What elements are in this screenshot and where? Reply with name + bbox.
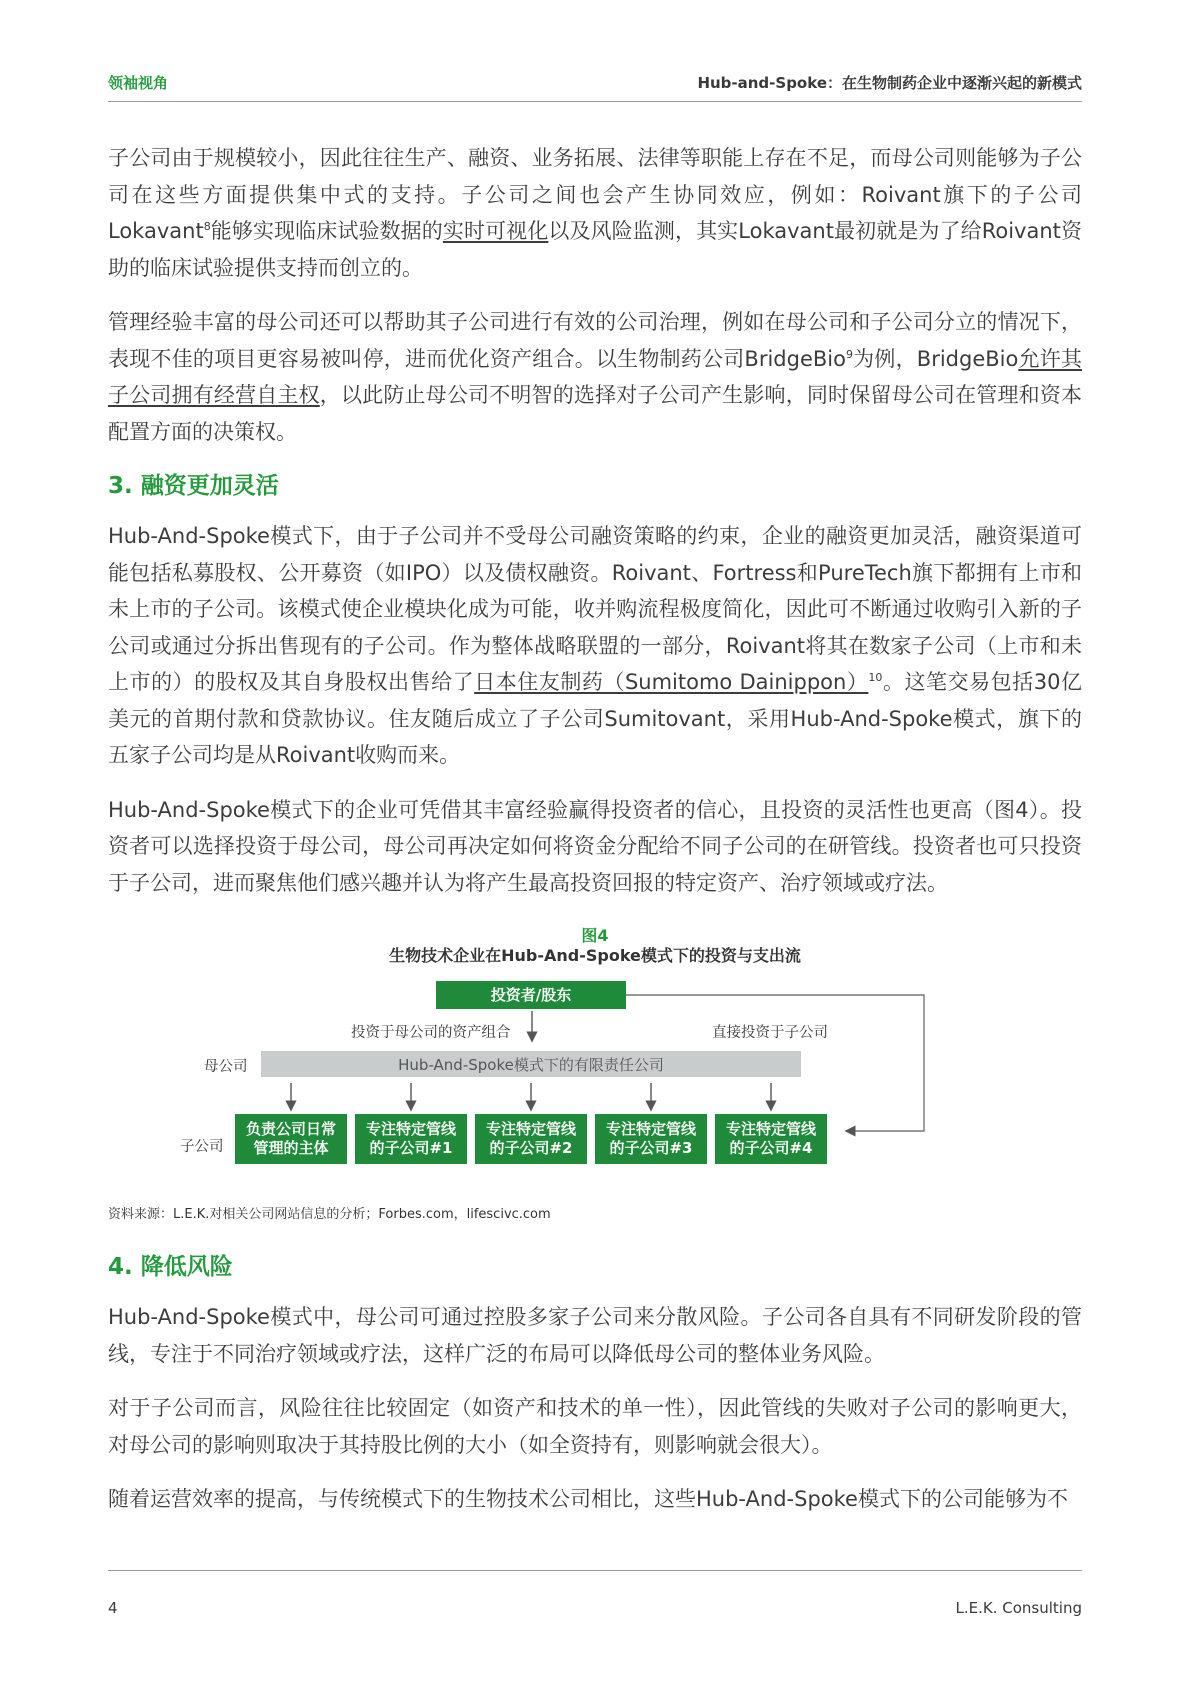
figure-title: 生物技术企业在Hub-And-Spoke模式下的投资与支出流 xyxy=(389,946,801,965)
footnote-9[interactable]: 9 xyxy=(845,347,853,361)
section-heading-3: 3. 融资更加灵活 xyxy=(108,473,279,499)
sub2-line2: 的子公司#2 xyxy=(489,1139,573,1157)
figure-source: 资料来源：L.E.K.对相关公司网站信息的分析；Forbes.com，lifescivc.com xyxy=(108,1207,551,1222)
sub3-line1: 专注特定管线 xyxy=(605,1120,696,1138)
p3-text-a: Hub-And-Spoke模式下，由于子公司并不受母公司融资策略的约束，企业的融资更加灵活，融资渠道可能包括私募股权、公开募资（如IPO）以及债权融资。Roivant、Fortress和PureTech旗下都拥有上市和未上市的子公司。该模式使企业模块化成为可能，收并购流程极度简化，因此可不断通过收购引入新的子公司或通过分拆出售现有的子公司。作为整体战略联盟的一部分，Roivant将其在数家子公司（上市和未上市的）的股权及其自身股权出售给了 xyxy=(108,524,1082,694)
sub0-line2: 管理的主体 xyxy=(253,1139,329,1157)
figure-4 xyxy=(108,923,1082,1243)
sub1-line2: 的子公司#1 xyxy=(369,1139,453,1157)
p1-text-c: 以及风险监测，其实Lokavant最初就是为了给Roivant资助的临床试验提供支持而创立的。 xyxy=(108,219,1082,280)
paragraph-3 xyxy=(108,518,1082,774)
p2-text-b: 为例，BridgeBio xyxy=(852,346,1019,371)
sub3-line2: 的子公司#3 xyxy=(609,1139,693,1157)
sub0-line1: 负责公司日常 xyxy=(245,1120,336,1138)
p2-text-a: 管理经验丰富的母公司还可以帮助其子公司进行有效的公司治理，例如在母公司和子公司分立的情况下，表现不佳的项目更容易被叫停，进而优化资产组合。以生物制药公司BridgeBio xyxy=(108,310,1082,371)
invest-parent-label: 投资于母公司的资产组合 xyxy=(351,1025,511,1041)
main-content xyxy=(108,140,1082,1536)
parent-company-box: Hub-And-Spoke模式下的有限责任公司 xyxy=(261,1051,801,1077)
footer-divider xyxy=(108,1570,1082,1571)
header-section-label: 领袖视角 xyxy=(108,74,169,92)
footer-brand: L.E.K. Consulting xyxy=(955,1599,1082,1617)
investors-box: 投资者/股东 xyxy=(436,981,626,1009)
figure-number: 图4 xyxy=(581,926,609,945)
link-realtime-visualization[interactable]: 实时可视化 xyxy=(442,219,549,243)
link-sumitomo-dainippon[interactable]: 日本住友制药（Sumitomo Dainippon） xyxy=(474,670,869,694)
paragraph-4: Hub-And-Spoke模式下的企业可凭借其丰富经验赢得投资者的信心，且投资的灵活性也更高（图4）。投资者可以选择投资于母公司，母公司再决定如何将资金分配给不同子公司的在研管线。投资者也可只投资于子公司，进而聚焦他们感兴趣并认为将产生最高投资回报的特定资产、治疗领域或疗法。 xyxy=(108,797,1082,895)
subsidiary-label: 子公司 xyxy=(180,1139,224,1155)
paragraph-7: 随着运营效率的提高，与传统模式下的生物技术公司相比，这些Hub-And-Spoke模式下的公司能够为不 xyxy=(108,1487,1068,1511)
page-number: 4 xyxy=(108,1599,118,1617)
paragraph-2 xyxy=(108,304,1082,450)
parent-company-label: 母公司 xyxy=(204,1059,248,1075)
p1-text-b: 能够实现临床试验数据的 xyxy=(210,219,443,243)
paragraph-5: Hub-And-Spoke模式中，母公司可通过控股多家子公司来分散风险。子公司各自具有不同研发阶段的管线，专注于不同治疗领域或疗法，这样广泛的布局可以降低母公司的整体业务风险。 xyxy=(108,1305,1082,1366)
sub2-line1: 专注特定管线 xyxy=(485,1120,576,1138)
footnote-8[interactable]: 8 xyxy=(203,220,211,233)
invest-direct-label: 直接投资于子公司 xyxy=(712,1025,828,1041)
link-subsidiary-autonomy[interactable]: 允许其子公司拥有经营自主权 xyxy=(108,346,1083,407)
arrow-direct-investment xyxy=(626,995,924,1131)
figure-connectors xyxy=(108,923,1082,1243)
footnote-10[interactable]: 10 xyxy=(868,671,883,684)
sub4-line1: 专注特定管线 xyxy=(725,1120,816,1138)
header-divider xyxy=(108,101,1082,102)
p3-text-b: 。这笔交易包括30亿美元的首期付款和贷款协议。住友随后成立了子公司Sumitovant，采用Hub-And-Spoke模式，旗下的五家子公司均是从Roivant收购而来。 xyxy=(108,670,1083,767)
p2-text-c: ，以此防止母公司不明智的选择对子公司产生影响，同时保留母公司在管理和资本配置方面的决策权。 xyxy=(108,383,1083,444)
sub1-line1: 专注特定管线 xyxy=(365,1120,456,1138)
header-document-title: Hub-and-Spoke：在生物制药企业中逐渐兴起的新模式 xyxy=(697,74,1082,92)
p1-text-a: 子公司由于规模较小，因此往往生产、融资、业务拓展、法律等职能上存在不足，而母公司则能够为子公司在这些方面提供集中式的支持。子公司之间也会产生协同效应，例如：Roivant旗下的子公司Lokavant xyxy=(108,146,1082,243)
sub4-line2: 的子公司#4 xyxy=(729,1139,813,1157)
paragraph-6: 对于子公司而言，风险往往比较固定（如资产和技术的单一性），因此管线的失败对子公司的影响更大，对母公司的影响则取决于其持股比例的大小（如全资持有，则影响就会很大）。 xyxy=(108,1396,1082,1457)
paragraph-1 xyxy=(108,140,1082,286)
section-heading-4: 4. 降低风险 xyxy=(108,1254,233,1280)
